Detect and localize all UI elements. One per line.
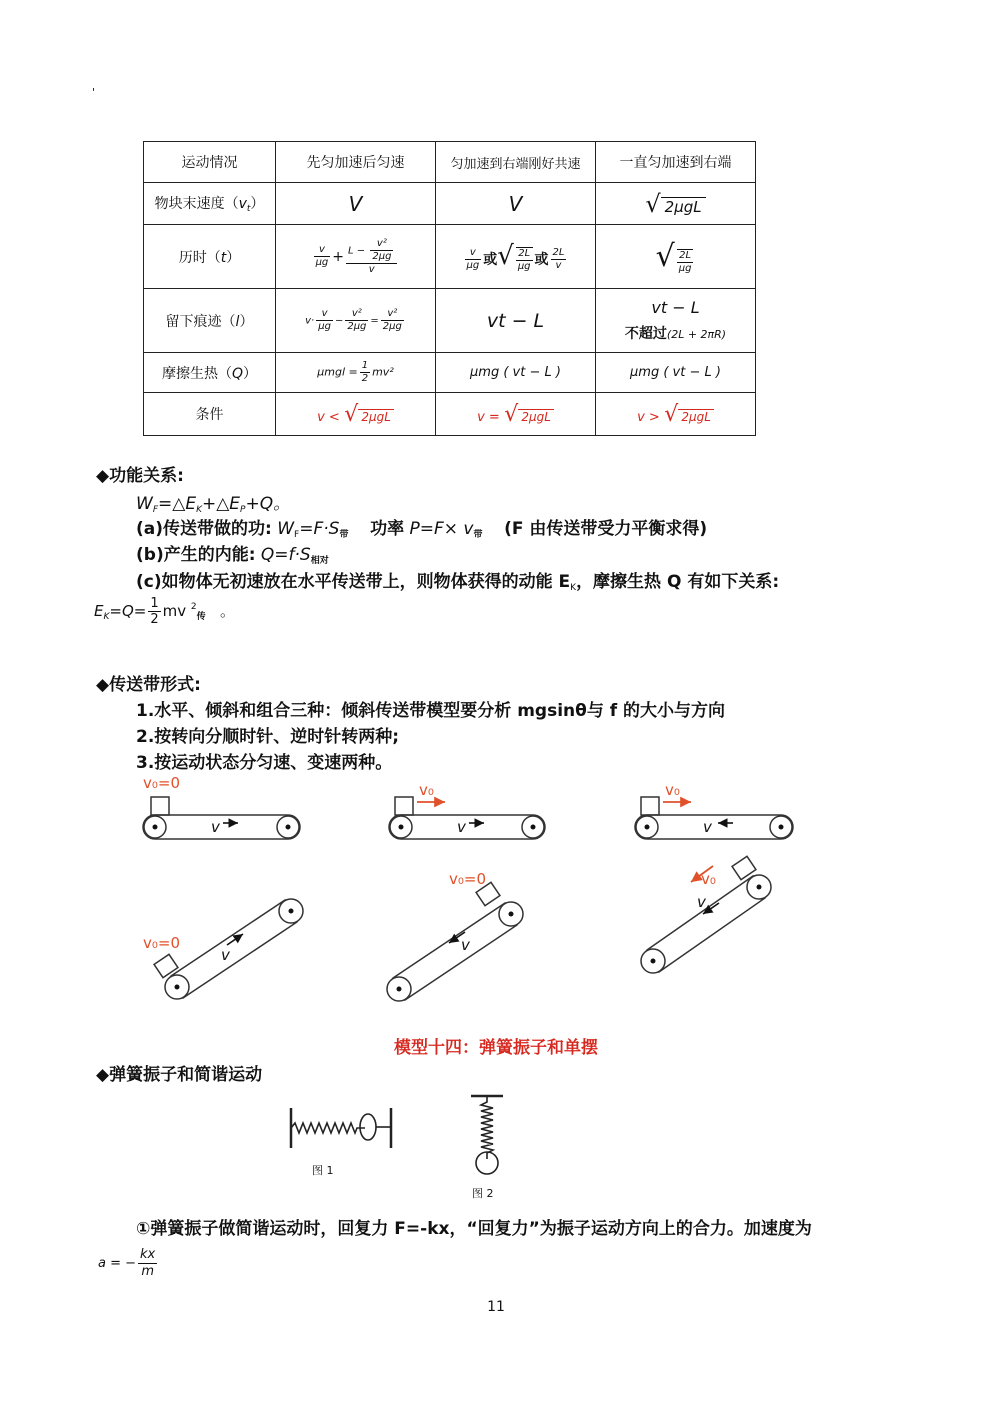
table-row — [144, 393, 756, 436]
cell-formula: v· $\frac{v}{\mu g}$ − $\frac{\text{v²}}{2\mu g}$ = $\frac{\text{v²}}{2\mu g}$ — [276, 289, 436, 353]
cell-formula: vt − L 不超过(2L + 2πR) — [596, 289, 756, 353]
row-label: 留下痕迹（l） — [144, 289, 276, 353]
row-label: 摩擦生热（Q） — [144, 353, 276, 393]
cell-condition: v < √ 2μgL — [276, 393, 436, 436]
cell-condition: v > √ 2μgL — [596, 393, 756, 436]
conveyor-table — [143, 141, 756, 436]
paragraph: ①弹簧振子做简谐运动时，回复力 F=-kx，“回复力”为振子运动方向上的合力。加速度为 — [136, 1219, 812, 1239]
energy-equation: $W_F=\triangle E_K+\triangle E_P+Q$。 — [136, 494, 291, 515]
cell-value: V — [436, 183, 596, 225]
figure-caption: 图 1 — [312, 1164, 334, 1177]
label-v0: v₀ — [419, 781, 434, 799]
section-title: ◆功能关系: — [96, 466, 184, 486]
label-v0-zero: v₀=0 — [143, 774, 181, 792]
label-v: v — [221, 946, 230, 964]
table-header-row — [144, 142, 756, 183]
page-mark: ' — [92, 86, 96, 99]
label-v: v — [211, 818, 220, 836]
table-row — [144, 289, 756, 353]
section-title: ◆弹簧振子和简谐运动 — [96, 1065, 263, 1085]
belt-horizontal-3 — [635, 797, 793, 839]
table-row — [144, 353, 756, 393]
table-header-cell: 先匀加速后匀速 — [276, 142, 436, 183]
table-header-cell: 匀加速到右端刚好共速 — [436, 142, 596, 183]
cell-value: vt − L — [436, 289, 596, 353]
conveyor-figures — [135, 770, 815, 1005]
item-a: (a)传送带做的功: $W_F=F\cdot S_带$ 功率 $P=F\times v_带$ (F 由传送带受力平衡求得) — [136, 519, 708, 540]
label-v0: v₀ — [701, 870, 716, 888]
table-row — [144, 225, 756, 289]
section-title: ◆传送带形式: — [96, 675, 201, 695]
acceleration-formula: a = − $\frac{kx}{m}$ — [98, 1247, 156, 1279]
label-v0-zero: v₀=0 — [143, 934, 181, 952]
item-b: (b)产生的内能: $Q=f\cdot S_{相对}$ — [136, 545, 329, 566]
model-title: 模型十四：弹簧振子和单摆 — [394, 1038, 598, 1058]
table-row — [144, 183, 756, 225]
cell-value: μmg ( vt − L ) — [596, 353, 756, 393]
item-c: (c)如物体无初速放在水平传送带上，则物体获得的动能 $E_K$，摩擦生热 Q 有如下关系: — [136, 572, 780, 593]
cell-formula: $\frac{v}{\mu g}$ 或√ $\frac{2L}{\mu g}$ 或 $\frac{2L}{v}$ — [436, 225, 596, 289]
row-label: 条件 — [144, 393, 276, 436]
list-item: 1.水平、倾斜和组合三种：倾斜传送带模型要分析 mgsinθ与 f 的大小与方向 — [136, 701, 726, 721]
list-item: 2.按转向分顺时针、逆时针转两种; — [136, 727, 400, 747]
cell-formula: μmgl = $\frac{1}{2}$ mv² — [276, 353, 436, 393]
label-v: v — [457, 818, 466, 836]
table-header-cell: 运动情况 — [144, 142, 276, 183]
ek-equation: $E_K=Q=$ $\frac{1}{2}$ mv $^2_传$ 。 — [94, 596, 235, 627]
label-v: v — [703, 818, 712, 836]
row-label: 历时（t） — [144, 225, 276, 289]
label-v0-zero: v₀=0 — [449, 870, 487, 888]
cell-sqrt: √ 2μgL — [596, 183, 756, 225]
table-header-cell: 一直匀加速到右端 — [596, 142, 756, 183]
belt-horizontal-2 — [389, 797, 545, 839]
figure-caption: 图 2 — [472, 1187, 494, 1200]
row-label: 物块末速度$(v_t)$ — [144, 183, 276, 225]
label-v: v — [697, 893, 706, 911]
cell-formula: √ $\frac{2L}{\mu g}$ — [596, 225, 756, 289]
cell-condition: v = √ 2μgL — [436, 393, 596, 436]
label-v: v — [461, 936, 470, 954]
cell-value: μmg ( vt − L ) — [436, 353, 596, 393]
belt-horizontal-1 — [143, 797, 300, 839]
cell-value: V — [276, 183, 436, 225]
cell-formula: $\frac{v}{\mu g}$ + L − $\frac{\text{v²}}{2\mu g}$ v — [276, 225, 436, 289]
list-item: 3.按运动状态分匀速、变速两种。 — [136, 753, 393, 773]
label-v0: v₀ — [665, 781, 680, 799]
page-number: 11 — [487, 1299, 505, 1315]
